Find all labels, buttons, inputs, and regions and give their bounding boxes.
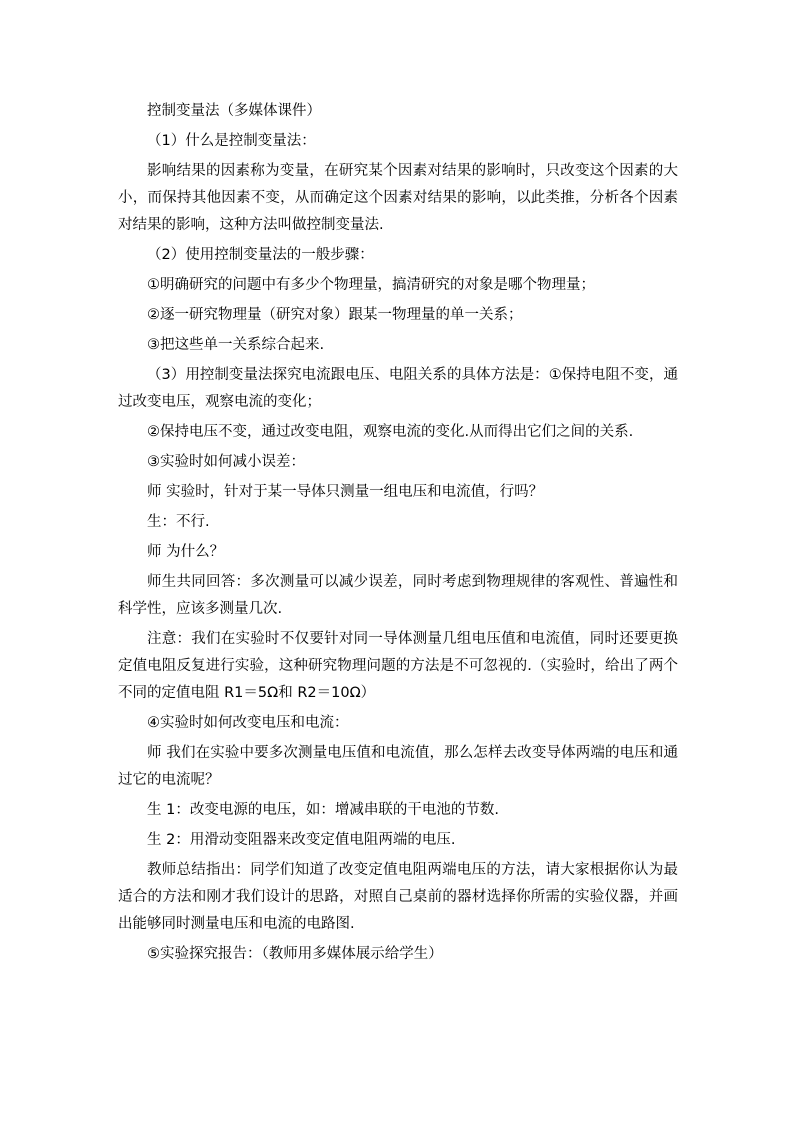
paragraph-2: 影响结果的因素称为变量，在研究某个因素对结果的影响时，只改变这个因素的大小，而保持其他因素不变，从而确定这个因素对结果的影响，以此类推，分析各个因素对结果的影响，这种方法叫做控制变量法. xyxy=(118,163,678,233)
paragraph-13: 师生共同回答：多次测量可以减少误差，同时考虑到物理规律的客观性、普遍性和科学性，应该多测量几次. xyxy=(118,574,678,617)
paragraph-5: ②逐一研究物理量（研究对象）跟某一物理量的单一关系； xyxy=(147,307,523,323)
paragraph-15: ④实验时如何改变电压和电流： xyxy=(147,715,349,731)
paragraph-17: 生 1：改变电源的电压，如：增减串联的干电池的节数. xyxy=(147,802,499,818)
paragraph-11: 生：不行. xyxy=(147,514,210,530)
paragraph-6: ③把这些单一关系综合起来. xyxy=(147,337,325,353)
paragraph-16: 师 我们在实验中要多次测量电压值和电流值，那么怎样去改变导体两端的电压和通过它的电流呢？ xyxy=(118,745,678,788)
paragraph-20: ⑤实验探究报告：（教师用多媒体展示给学生） xyxy=(147,946,443,962)
document-body xyxy=(118,98,678,971)
paragraph-9: ③实验时如何减小误差： xyxy=(147,454,305,470)
paragraph-10: 师 实验时，针对于某一导体只测量一组电压和电流值，行吗？ xyxy=(147,484,544,500)
paragraph-3: （2）使用控制变量法的一般步骤： xyxy=(147,247,374,263)
paragraph-8: ②保持电压不变，通过改变电阻，观察电流的变化.从而得出它们之间的关系. xyxy=(147,424,634,440)
paragraph-1: （1）什么是控制变量法： xyxy=(147,133,316,149)
paragraph-12: 师 为什么？ xyxy=(147,544,225,560)
paragraph-18: 生 2：用滑动变阻器来改变定值电阻两端的电压. xyxy=(147,832,456,848)
paragraph-4: ①明确研究的问题中有多少个物理量，搞清研究的对象是哪个物理量； xyxy=(147,277,595,293)
paragraph-7: （3）用控制变量法探究电流跟电压、电阻关系的具体方法是：①保持电阻不变，通过改变电压，观察电流的变化； xyxy=(118,367,678,410)
paragraph-14: 注意：我们在实验时不仅要针对同一导体测量几组电压值和电流值，同时还要更换定值电阻反复进行实验，这种研究物理问题的方法是不可忽视的.（实验时，给出了两个不同的定值电阻 R1＝5Ω和 R2＝10Ω） xyxy=(118,631,678,701)
paragraph-19: 教师总结指出：同学们知道了改变定值电阻两端电压的方法，请大家根据你认为最适合的方法和刚才我们设计的思路，对照自己桌前的器材选择你所需的实验仪器，并画出能够同时测量电压和电流的电路图. xyxy=(118,862,678,932)
document-title: 控制变量法（多媒体课件） xyxy=(147,103,321,119)
